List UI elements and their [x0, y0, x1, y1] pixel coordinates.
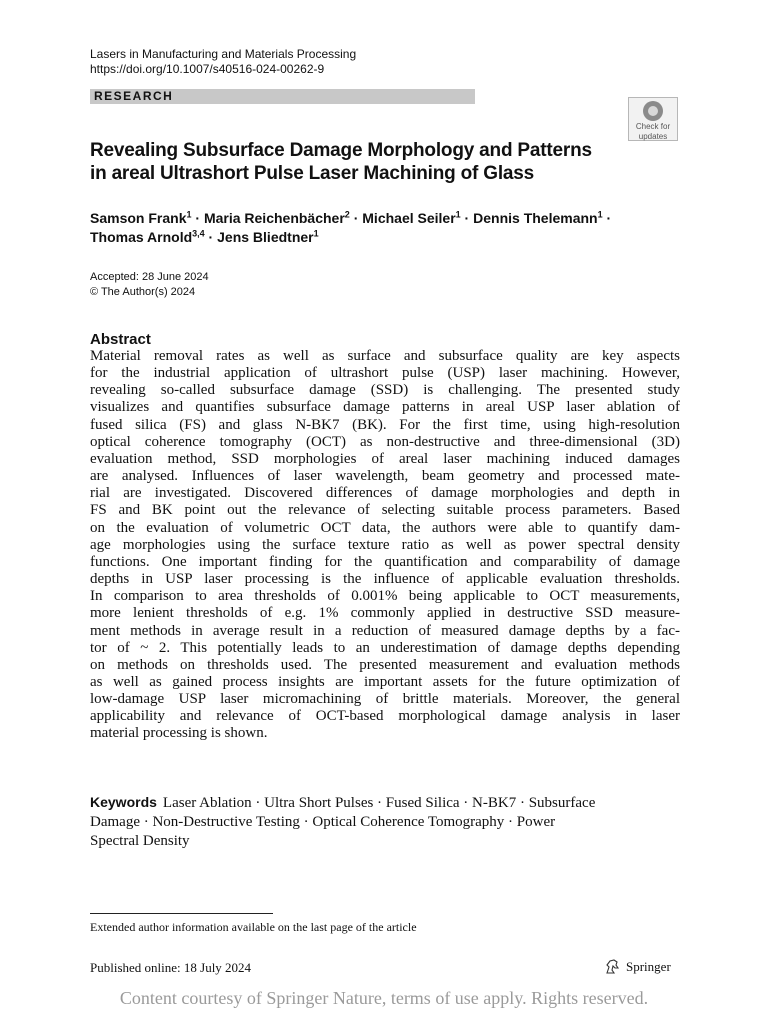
abstract-line: rial are investigated. Discovered differences of damage morphologies and depth in [90, 485, 680, 502]
accepted-date: Accepted: 28 June 2024 [90, 271, 209, 283]
author-line-2 [90, 228, 680, 247]
abstract-line: material processing is shown. [90, 725, 268, 742]
abstract-line: on methods on thresholds used. The presented measurement and evaluation methods [90, 656, 680, 673]
abstract-line: fused silica (FS) and glass N-BK7 (BK). For the first time, using high-resolution [90, 416, 680, 433]
courtesy-watermark: Content courtesy of Springer Nature, terms of use apply. Rights reserved. [119, 988, 649, 1008]
update-icon [643, 101, 663, 121]
keywords-text: Laser Ablation · Ultra Short Pulses · Fused Silica · N-BK7 · Subsurface [162, 795, 596, 811]
author-separator: · [602, 210, 612, 226]
check-updates-line-1: Check for [635, 122, 671, 131]
section-banner: RESEARCH [90, 89, 475, 104]
author-name[interactable]: Maria Reichenbächer [203, 210, 345, 226]
affiliation-mark: 3,4 [192, 228, 205, 239]
affiliation-mark: 1 [186, 209, 192, 220]
author-name[interactable]: Michael Seiler [362, 210, 456, 226]
doi-link[interactable]: https://doi.org/10.1007/s40516-024-00262-9 [90, 62, 325, 76]
journal-name: Lasers in Manufacturing and Materials Processing [90, 47, 357, 61]
keywords-line: Damage · Non-Destructive Testing · Optical Coherence Tomography · Power [90, 814, 556, 830]
keywords-label: Keywords [90, 794, 157, 810]
title-line: Revealing Subsurface Damage Morphology and Patterns [90, 140, 592, 161]
abstract-line: age morphologies using the surface texture ratio as well as power spectral density [90, 536, 680, 553]
affiliation-mark: 1 [313, 228, 319, 239]
abstract-line: In comparison to area thresholds of 0.001% being applicable to OCT measurements, [90, 588, 680, 605]
published-online-date: Published online: 18 July 2024 [90, 960, 252, 975]
paper-title [90, 139, 630, 185]
keywords-line: Spectral Density [90, 833, 190, 849]
author-line-1 [90, 209, 680, 228]
affiliation-mark: 2 [344, 209, 350, 220]
check-for-updates-button[interactable] [628, 97, 678, 141]
author-separator: · [460, 210, 474, 226]
abstract-line: evaluation method, SSD morphologies of areal laser machining induced damages [90, 450, 680, 467]
keywords-line [90, 793, 680, 813]
abstract-body [90, 348, 680, 743]
author-separator: · [204, 229, 218, 245]
affiliation-mark: 1 [455, 209, 461, 220]
abstract-line: optical coherence tomography (OCT) as non-destructive and three-dimensional (3D) [90, 433, 680, 450]
check-updates-line-2: updates [638, 132, 668, 141]
author-separator: · [191, 210, 204, 226]
author-name[interactable]: Thomas Arnold [90, 229, 193, 245]
springer-horse-icon [604, 958, 621, 975]
abstract-line: low-damage USP laser micromachining of brittle materials. Moreover, the general [90, 691, 680, 708]
footnote-divider [90, 913, 273, 914]
abstract-line: depths in USP laser processing is the influence of applicable evaluation thresholds. [90, 571, 680, 588]
copyright-notice: © The Author(s) 2024 [90, 286, 196, 298]
title-line: in areal Ultrashort Pulse Laser Machining of Glass [90, 163, 535, 184]
abstract-line: Material removal rates as well as surface and subsurface quality are key aspects [90, 348, 680, 364]
abstract-line: functions. One important finding for the quantification and comparability of damage [90, 553, 680, 570]
article-dates [90, 270, 209, 300]
abstract-line: more lenient thresholds of e.g. 1% commonly applied in destructive SSD measure- [90, 605, 680, 622]
abstract-line: are analysed. Influences of laser wavelength, beam geometry and processed mate- [90, 468, 680, 485]
abstract-line: for the industrial application of ultrashort pulse (USP) laser machining. However, [90, 365, 680, 382]
author-list [90, 209, 680, 247]
author-name[interactable]: Samson Frank [90, 210, 187, 226]
author-name[interactable]: Dennis Thelemann [473, 210, 598, 226]
abstract-line: revealing so-called subsurface damage (SSD) is challenging. The presented study [90, 382, 680, 399]
abstract-line: visualizes and quantifies subsurface damage patterns in areal USP laser ablation of [90, 399, 680, 416]
abstract-line: FS and BK point out the relevance of selecting suitable process parameters. Based [90, 502, 680, 519]
publisher-name: Springer [626, 958, 671, 974]
journal-header [90, 47, 356, 77]
abstract-line: as well as gained process insights are important assets for the future optimization of [90, 673, 680, 690]
abstract-line: tor of ~ 2. This potentially leads to an underestimation of damage depths depending [90, 639, 680, 656]
abstract-line: applicability and relevance of OCT-based morphological damage analysis in laser [90, 708, 680, 725]
abstract-heading: Abstract [90, 331, 151, 348]
author-name[interactable]: Jens Bliedtner [217, 229, 314, 245]
abstract-line: ment methods in average result in a reduction of measured damage depths by a fac- [90, 622, 680, 639]
author-separator: · [349, 210, 363, 226]
publisher-logo [604, 958, 671, 975]
author-info-footnote: Extended author information available on the last page of the article [90, 920, 417, 934]
abstract-line: on the evaluation of volumetric OCT data, the authors were able to quantify dam- [90, 519, 680, 536]
keywords-block [90, 793, 680, 851]
affiliation-mark: 1 [597, 209, 603, 220]
